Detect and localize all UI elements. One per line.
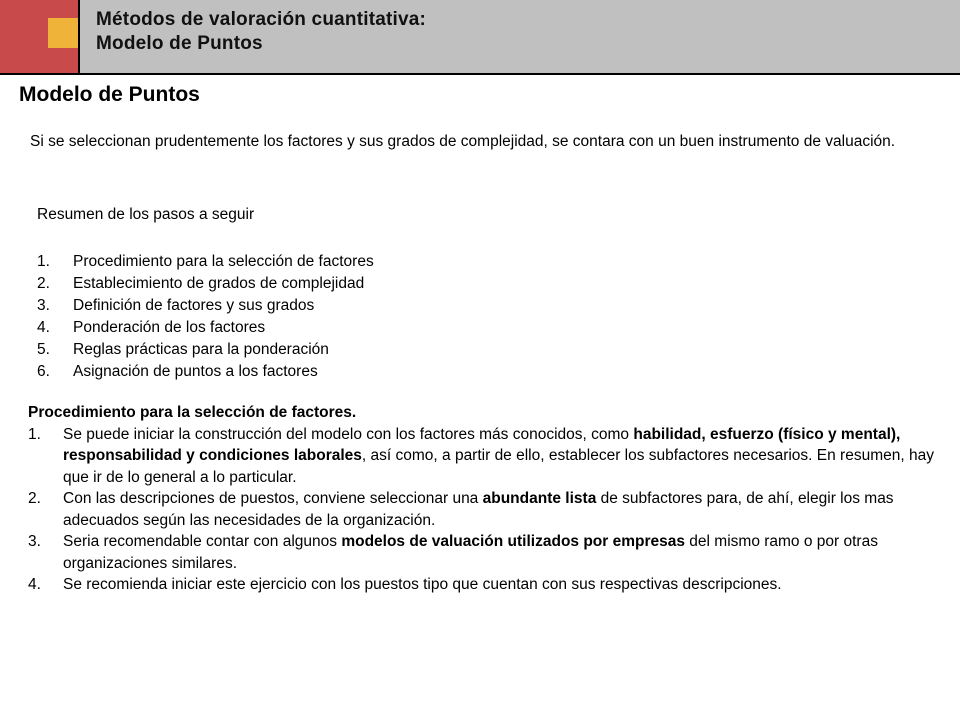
intro-paragraph: Si se seleccionan prudentemente los factores y sus grados de complejidad, se contara con un buen instrumento de valuación. [30,133,896,150]
list-item [37,361,374,383]
list-text: Se puede iniciar la construcción del modelo con los factores más conocidos, como [63,425,634,443]
list-text: Establecimiento de grados de complejidad [73,275,365,292]
list-text: Reglas prácticas para la ponderación [73,341,329,358]
header-title-line2: Modelo de Puntos [96,33,263,54]
list-number: 1. [28,425,41,443]
list-item [28,574,938,596]
list-item [37,251,374,273]
list-number: 5. [37,341,50,358]
procedure-title: Procedimiento para la selección de factores. [28,404,357,421]
list-item [37,317,374,339]
list-text-bold: habilidad, esfuerzo (físico y mental), responsabilidad y condiciones laborales [63,425,901,464]
list-text: , así como, a partir de ello, establecer los subfactores necesarios. En resumen, hay que ir de lo general a lo particular. [63,447,934,486]
list-number: 1. [37,253,50,270]
list-number: 6. [37,363,50,380]
header-title [96,8,426,56]
steps-list [37,251,374,383]
list-item [37,339,374,361]
list-text: Definición de factores y sus grados [73,297,315,314]
list-text-bold: modelos de valuación utilizados por empresas [341,533,685,550]
procedure-list [28,424,938,596]
list-number: 2. [28,490,41,507]
list-text: Procedimiento para la selección de factores [73,253,374,270]
list-text: de subfactores para, de ahí, elegir los mas adecuados según las necesidades de la organización. [63,490,894,529]
list-number: 3. [28,533,41,550]
list-text: Con las descripciones de puestos, conviene seleccionar una [63,490,483,507]
list-number: 2. [37,275,50,292]
page-title: Modelo de Puntos [19,83,200,106]
logo-yellow-square [48,18,78,48]
list-number: 4. [37,319,50,336]
list-text-bold: abundante lista [482,490,597,507]
list-text: Asignación de puntos a los factores [73,363,318,380]
list-number: 4. [28,576,41,593]
list-item [28,424,938,489]
procedure-section [28,402,938,596]
steps-heading: Resumen de los pasos a seguir [37,206,255,223]
list-number: 3. [37,297,50,314]
list-item [37,295,374,317]
list-item [28,531,938,574]
header-title-line1: Métodos de valoración cuantitativa: [96,9,427,30]
list-item [37,273,374,295]
list-text: Seria recomendable contar con algunos [63,533,342,550]
list-text: Se recomienda iniciar este ejercicio con los puestos tipo que cuentan con sus respectivas descripciones. [63,576,782,593]
list-item [28,488,938,531]
list-text: Ponderación de los factores [73,319,266,336]
header-band [0,0,960,75]
list-text: del mismo ramo o por otras organizaciones similares. [63,533,878,572]
